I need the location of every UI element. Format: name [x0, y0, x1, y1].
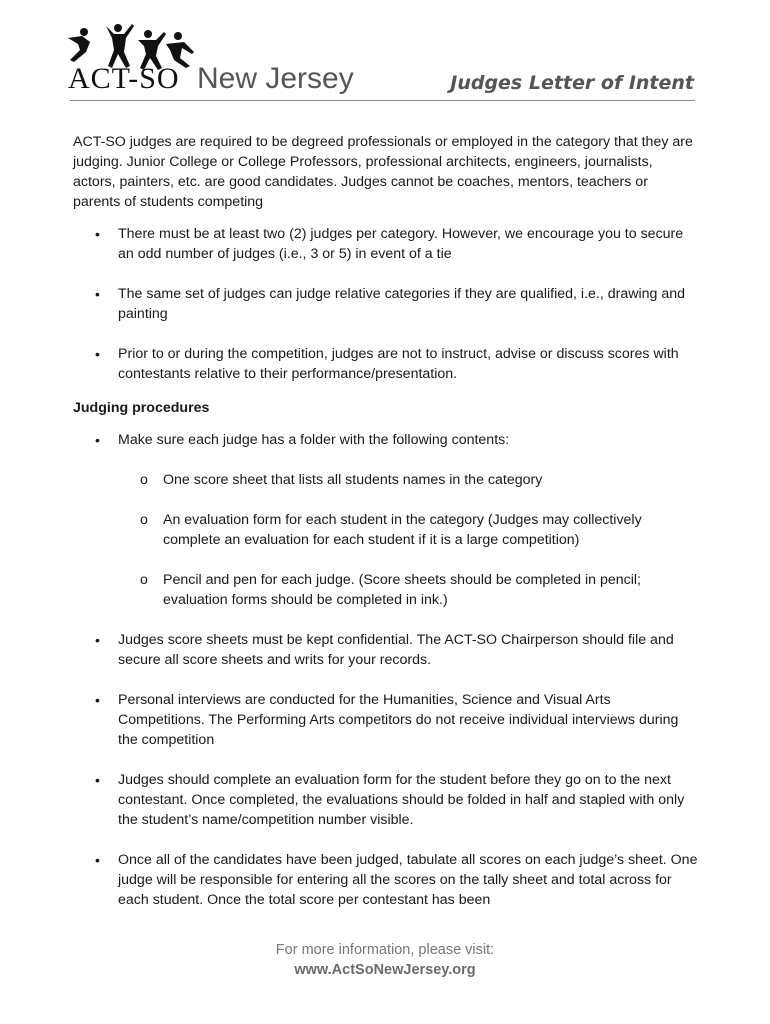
list-item: [73, 224, 698, 264]
bullet-icon: •: [95, 432, 100, 448]
logo-subtitle: New Jersey: [197, 62, 354, 95]
procedure-text: Make sure each judge has a folder with the following contents:: [118, 432, 510, 448]
bullet-icon: •: [95, 632, 100, 648]
sub-list-item: [73, 470, 698, 490]
document-header: [0, 0, 770, 110]
procedure-text: Personal interviews are conducted for the Humanities, Science and Visual Arts Competitions. The Performing Arts competitors do not receive individual interviews during the competition: [118, 692, 679, 748]
folder-item-text: Pencil and pen for each judge. (Score sheets should be completed in pencil; evaluation forms should be completed in ink.): [163, 572, 641, 608]
logo-wordmark: ACT-SO: [68, 62, 180, 95]
document-body: [73, 132, 698, 930]
list-item: [73, 850, 698, 910]
requirement-text: There must be at least two (2) judges per category. However, we encourage you to secure an odd number of judges (i.e., 3 or 5) in event of a tie: [118, 226, 684, 262]
bullet-icon: •: [95, 852, 100, 868]
list-item: [73, 284, 698, 324]
procedure-text: Judges score sheets must be kept confidential. The ACT-SO Chairperson should file and secure all score sheets and writs for your records.: [118, 632, 674, 668]
requirement-text: Prior to or during the competition, judges are not to instruct, advise or discuss scores with contestants relative to their performance/presentation.: [118, 346, 679, 382]
list-item: [73, 630, 698, 670]
circle-bullet-icon: o: [140, 572, 148, 588]
document-title: Judges Letter of Intent: [450, 72, 694, 94]
folder-item-text: An evaluation form for each student in the category (Judges may collectively complete an evaluation for each student if it is a large competition): [163, 512, 642, 548]
section-heading: Judging procedures: [73, 400, 210, 416]
header-divider: [70, 100, 695, 101]
list-item: [73, 430, 698, 450]
circle-bullet-icon: o: [140, 512, 148, 528]
website-link[interactable]: www.ActSoNewJersey.org: [294, 962, 476, 978]
procedure-text: Once all of the candidates have been judged, tabulate all scores on each judge’s sheet. One judge will be responsible for entering all the scores on the tally sheet and total across for each student. Once the total score per contestant has been: [118, 852, 698, 908]
procedure-text: Judges should complete an evaluation form for the student before they go on to the next contestant. Once completed, the evaluations should be folded in half and stapled with only the student’s name/competition number visible.: [118, 772, 685, 828]
bullet-icon: •: [95, 286, 100, 302]
bullet-icon: •: [95, 346, 100, 362]
page-footer: [0, 940, 770, 980]
intro-paragraph: ACT-SO judges are required to be degreed professionals or employed in the category that they are judging. Junior College or College Professors, professional architects, engineers, journalists, actors, painters, etc. are good candidates. Judges cannot be coaches, mentors, teachers or parents of students competing: [73, 134, 693, 210]
list-item: [73, 770, 698, 830]
circle-bullet-icon: o: [140, 472, 148, 488]
bullet-icon: •: [95, 772, 100, 788]
sub-list-item: [73, 570, 698, 610]
list-item: [73, 690, 698, 750]
folder-item-text: One score sheet that lists all students names in the category: [163, 472, 543, 488]
bullet-icon: •: [95, 226, 100, 242]
list-item: [73, 344, 698, 384]
bullet-icon: •: [95, 692, 100, 708]
requirement-text: The same set of judges can judge relative categories if they are qualified, i.e., drawing and painting: [118, 286, 686, 322]
sub-list-item: [73, 510, 698, 550]
footer-text: For more information, please visit:: [275, 942, 495, 958]
